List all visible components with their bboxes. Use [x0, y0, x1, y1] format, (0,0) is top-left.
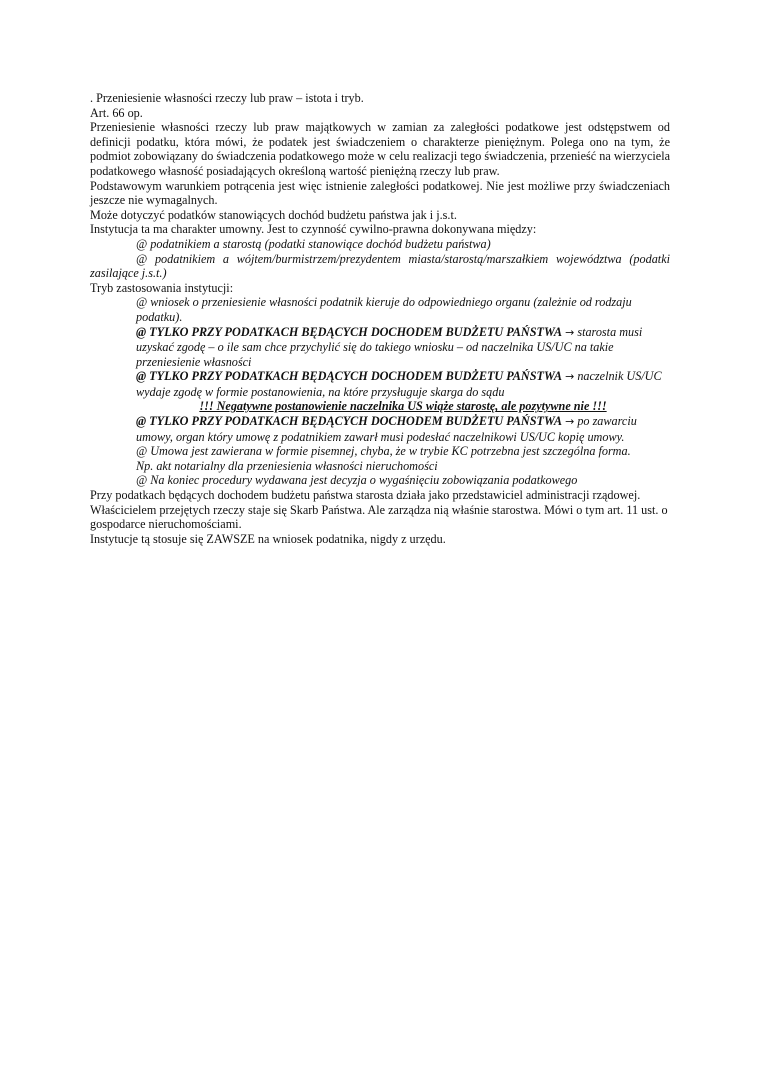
arrow-right-icon: → — [565, 415, 575, 429]
mode-heading: Tryb zastosowania instytucji: — [90, 280, 234, 295]
mode-item-decision — [136, 369, 670, 399]
mode-warning: !!! Negatywne postanowienie naczelnika US wiąże starostę, ale pozytywne nie !!! — [199, 399, 607, 414]
arrow-right-icon: → — [565, 370, 575, 384]
paragraph-contract: Instytucja ta ma charakter umowny. Jest to czynność cywilno-prawna dokonywana między: — [90, 222, 537, 237]
mode-item-decision-text: naczelnik US/UC wydaje zgodę w formie postanowienia, na które przysługuje skarga do sądu — [136, 369, 662, 399]
mode-item-form: @ Umowa jest zawierana w formie pisemnej, chyba, że w trybie KC potrzebna jest szczególna forma. — [136, 444, 631, 459]
mode-item-copy — [136, 414, 670, 444]
paragraph-ownership: Właścicielem przejętych rzeczy staje się Skarb Państwa. Ale zarządza nią właśnie starostwa. Mówi o tym art. 11 ust. o gospodarce nieruchomościami. — [90, 502, 668, 532]
between-item-2: @ podatnikiem a wójtem/burmistrzem/prezydentem miasta/starostą/marszałkiem województwa (podatki zasilające j.s.t.) — [90, 251, 670, 281]
document-page — [90, 91, 670, 546]
between-item-1: @ podatnikiem a starostą (podatki stanowiące dochód budżetu państwa) — [136, 236, 491, 251]
article-reference: Art. 66 op. — [90, 105, 143, 120]
mode-item-consent — [136, 325, 670, 370]
mode-item-application: @ wniosek o przeniesienie własności podatnik kieruje do odpowiedniego organu (zależnie od rodzaju podatku). — [136, 295, 632, 324]
mode-item-consent-text: starosta musi uzyskać zgodę – o ile sam chce przychylić się do takiego wniosku – od naczelnika US/UC na takie przeniesienie własności — [136, 324, 643, 369]
mode-item-consent-condition: @ TYLKO PRZY PODATKACH BĘDĄCYCH DOCHODEM BUDŻETU PAŃSTWA — [136, 324, 563, 339]
mode-item-final-decision: @ Na koniec procedury wydawana jest decyzja o wygaśnięciu zobowiązania podatkowego — [136, 473, 578, 488]
mode-item-decision-condition: @ TYLKO PRZY PODATKACH BĘDĄCYCH DOCHODEM BUDŻETU PAŃSTWA — [136, 369, 563, 384]
paragraph-definition: Przeniesienie własności rzeczy lub praw majątkowych w zamian za zaległości podatkowe jest odstępstwem od definicji podatku, która mówi, że podatek jest świadczeniem o charakterze pieniężnym. Polega ono na tym, że podmiot zobowiązany do świadczenia podatkowego może w celu realizacji tego świadczenia, przenieść na wierzyciela podatkowego własność posiadających określoną wartość pieniężną rzeczy lub praw. — [90, 120, 670, 178]
mode-list — [90, 295, 670, 488]
paragraph-always: Instytucje tą stosuje się ZAWSZE na wniosek podatnika, nigdy z urzędu. — [90, 531, 446, 546]
paragraph-condition: Podstawowym warunkiem potrącenia jest więc istnienie zaległości podatkowej. Nie jest możliwe przy świadczeniach jeszcze nie wymagalnych. — [90, 178, 670, 208]
mode-item-copy-condition: @ TYLKO PRZY PODATKACH BĘDĄCYCH DOCHODEM BUDŻETU PAŃSTWA — [136, 414, 563, 429]
paragraph-scope: Może dotyczyć podatków stanowiących dochód budżetu państwa jak i j.s.t. — [90, 207, 457, 222]
arrow-right-icon: → — [565, 325, 575, 339]
section-heading: . Przeniesienie własności rzeczy lub praw – istota i tryb. — [90, 91, 364, 105]
mode-item-copy-text: po zawarciu umowy, organ który umowę z podatnikiem zawarł musi podesłać naczelnikowi US/UC kopię umowy. — [136, 414, 637, 444]
mode-item-form-example: Np. akt notarialny dla przeniesienia własności nieruchomości — [136, 458, 438, 473]
paragraph-representative: Przy podatkach będących dochodem budżetu państwa starosta działa jako przedstawiciel administracji rządowej. — [90, 488, 641, 503]
